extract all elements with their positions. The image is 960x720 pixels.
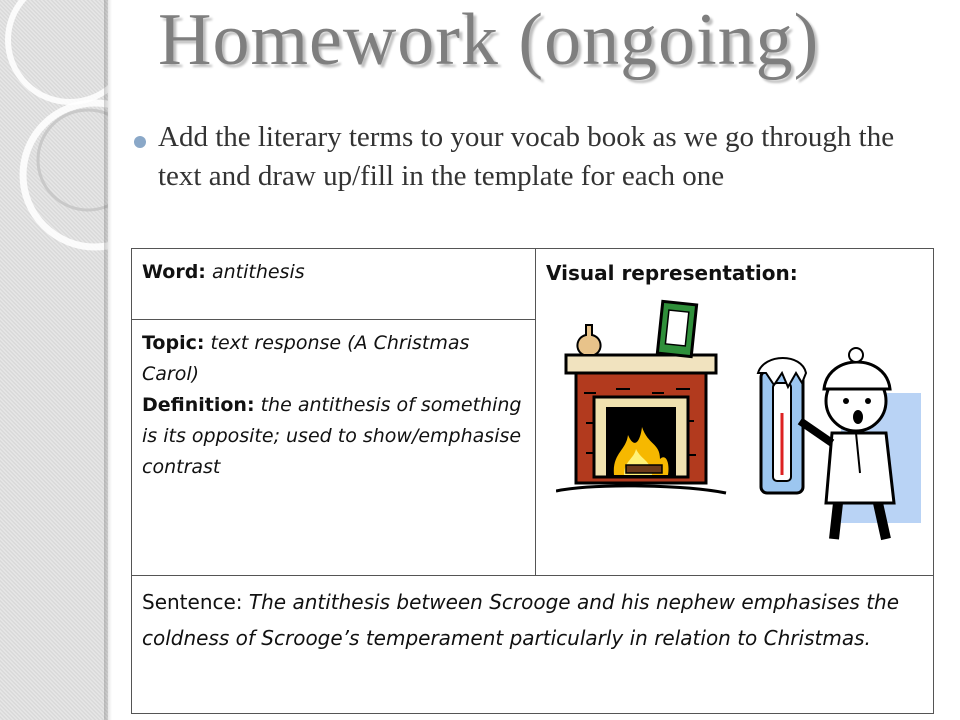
word-cell [132, 249, 536, 320]
fireplace-and-cold-man-icon [556, 293, 926, 543]
sidebar-shadow [104, 0, 112, 720]
topic-definition-cell [132, 320, 536, 576]
definition-label: Definition: [142, 394, 255, 416]
circle-decoration-icon [0, 0, 108, 720]
bullet-dot-icon [134, 136, 146, 148]
bullet-text: Add the literary terms to your vocab book as we go through the text and draw up/fill in the template for each one [158, 121, 895, 192]
word-value: antithesis [211, 261, 305, 283]
word-label: Word: [142, 261, 206, 283]
topic-value: text response (A Christmas Carol) [142, 332, 470, 385]
sentence-label: Sentence: [142, 590, 243, 614]
slide-title: Homework (ongoing) [158, 0, 820, 81]
visual-cell [536, 249, 934, 576]
cold-man-thermometer-clipart [758, 348, 921, 539]
fireplace-clipart [556, 301, 726, 493]
decorative-sidebar [0, 0, 108, 720]
definition-value: the antithesis of something is its opposite; used to show/emphasise contrast [142, 394, 522, 478]
topic-label: Topic: [142, 332, 205, 354]
visual-label: Visual representation: [546, 261, 798, 285]
sentence-value: The antithesis between Scrooge and his nephew emphasises the coldness of Scrooge’s temperament particularly in relation to Christmas. [142, 590, 900, 650]
sentence-cell [132, 576, 934, 714]
vocab-template-table [131, 248, 934, 714]
